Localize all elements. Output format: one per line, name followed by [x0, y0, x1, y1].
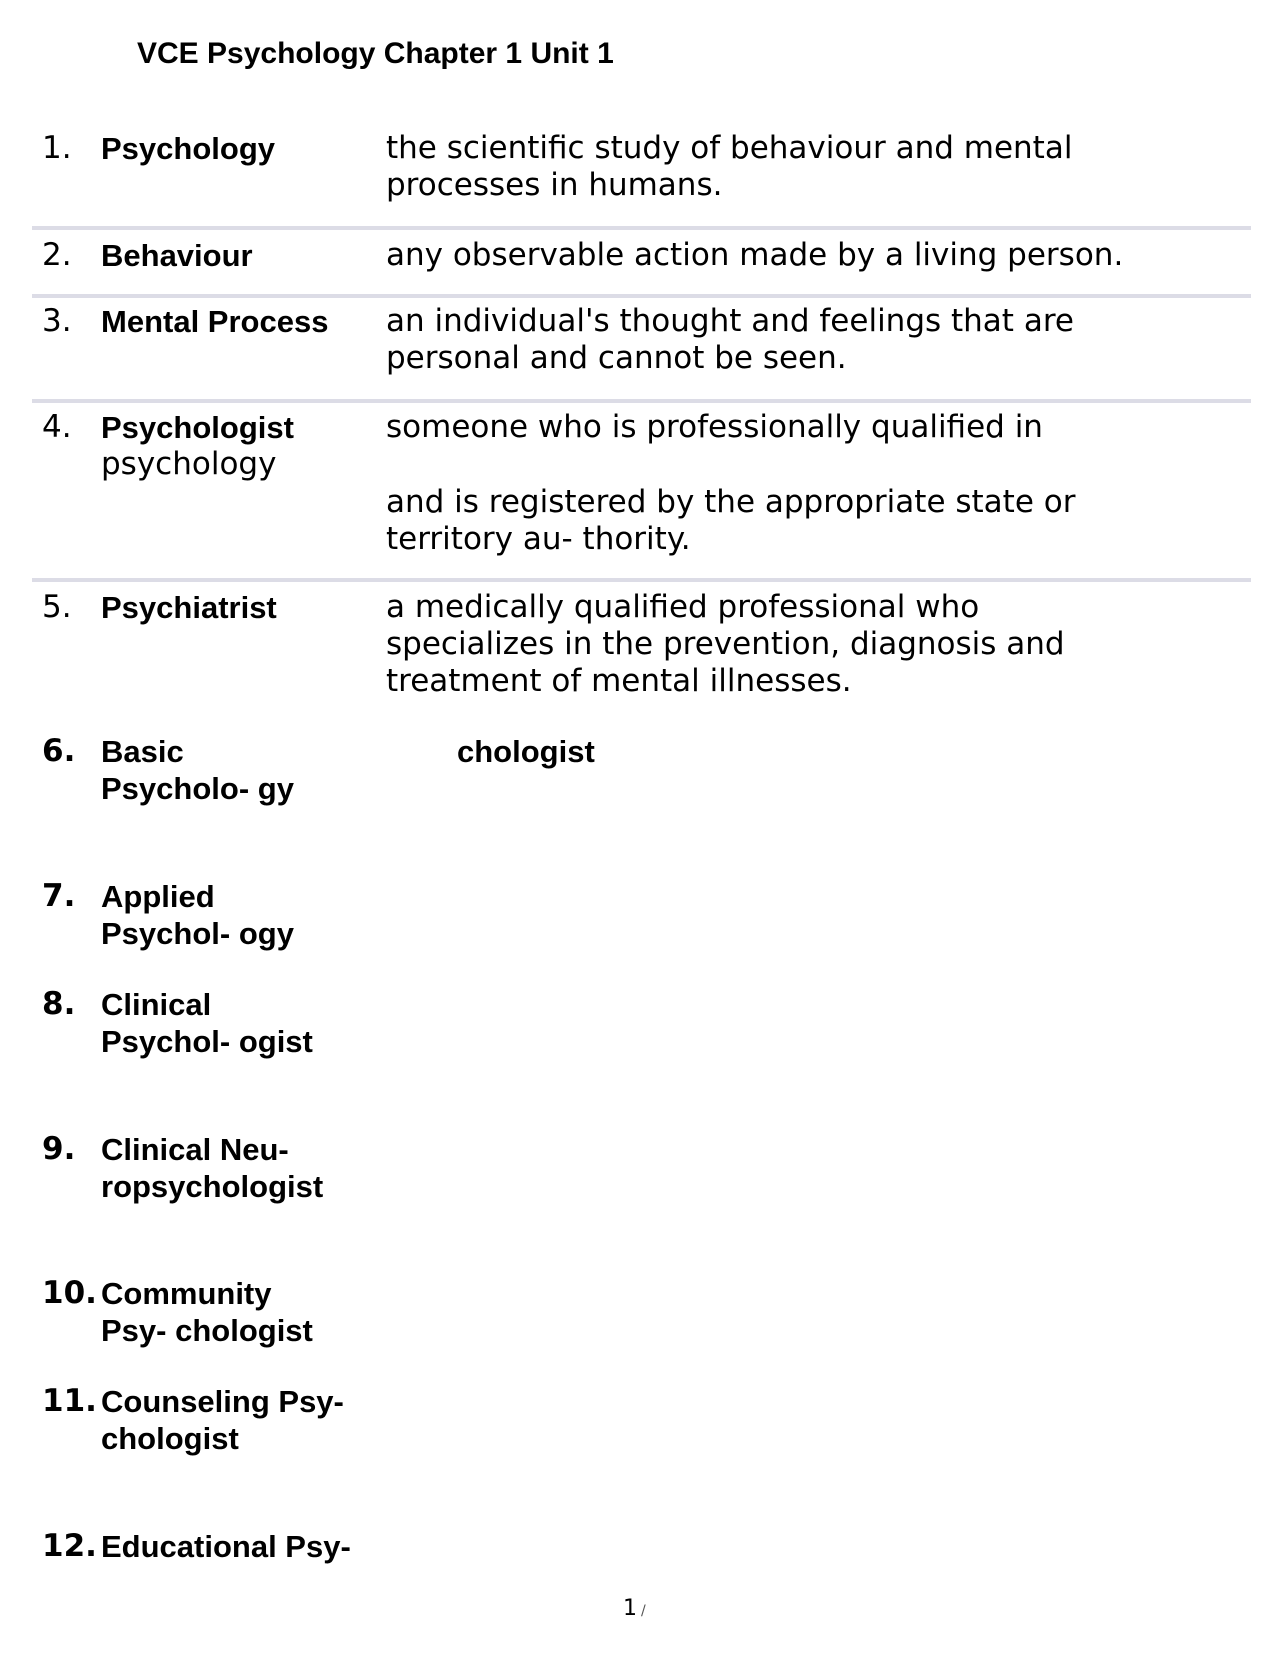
document-title: VCE Psychology Chapter 1 Unit 1 — [137, 37, 614, 70]
entry-term: Psychol- ogist — [101, 1024, 313, 1059]
entry-number: 4. — [42, 409, 72, 445]
entry-number: 3. — [42, 303, 72, 339]
row-divider — [32, 294, 1251, 298]
entry-definition-line: specializes in the prevention, diagnosis and — [386, 626, 1065, 662]
row-divider — [32, 226, 1251, 230]
entry-term: Counseling Psy- — [101, 1384, 344, 1419]
entry-term: Community — [101, 1276, 272, 1311]
page-footer — [623, 1596, 646, 1624]
entry-number: 1. — [42, 130, 72, 166]
entry-term: chologist — [101, 1421, 239, 1456]
entry-term: Psy- chologist — [101, 1313, 313, 1348]
entry-term: Applied — [101, 879, 215, 914]
entry-term: Behaviour — [101, 238, 253, 273]
row-divider — [32, 399, 1251, 403]
entry-term: Educational Psy- — [101, 1529, 351, 1564]
entry-term: Clinical — [101, 987, 212, 1022]
entry-term: Mental Process — [101, 304, 329, 339]
entry-number: 8. — [42, 986, 76, 1022]
entry-number: 10. — [42, 1275, 97, 1311]
entry-number: 7. — [42, 878, 76, 914]
entry-number: 11. — [42, 1383, 97, 1419]
entry-term-continued: psychology — [101, 446, 277, 482]
stray-text-fragment: chologist — [457, 734, 595, 769]
entry-definition-line: treatment of mental illnesses. — [386, 663, 852, 699]
entry-term: Psychol- ogy — [101, 916, 294, 951]
entry-term: Clinical Neu- — [101, 1132, 289, 1167]
entry-definition-line: territory au- thority. — [386, 521, 691, 557]
entry-definition-line: an individual's thought and feelings that are — [386, 303, 1074, 339]
entry-number: 2. — [42, 237, 72, 273]
page-number: 1 — [623, 1596, 637, 1621]
entry-definition-line: processes in humans. — [386, 167, 723, 203]
entry-definition-line: personal and cannot be seen. — [386, 340, 847, 376]
entry-term: Psychology — [101, 131, 275, 166]
entry-number: 9. — [42, 1131, 76, 1167]
entry-number: 12. — [42, 1528, 97, 1564]
entry-definition-line: and is registered by the appropriate state or — [386, 484, 1076, 520]
entry-number: 6. — [42, 733, 76, 769]
entry-number: 5. — [42, 589, 72, 625]
page-separator: / — [641, 1603, 646, 1619]
entry-term: Psycholo- gy — [101, 771, 294, 806]
entry-definition-line: a medically qualified professional who — [386, 589, 980, 625]
entry-definition-line: someone who is professionally qualified in — [386, 409, 1043, 445]
entry-term: Psychologist — [101, 410, 294, 445]
entry-term: Basic — [101, 734, 184, 769]
entry-term: ropsychologist — [101, 1169, 324, 1204]
entry-definition-line: the scientific study of behaviour and mental — [386, 130, 1073, 166]
entry-term: Psychiatrist — [101, 590, 277, 625]
entry-definition-line: any observable action made by a living person. — [386, 237, 1124, 273]
row-divider — [32, 578, 1251, 582]
